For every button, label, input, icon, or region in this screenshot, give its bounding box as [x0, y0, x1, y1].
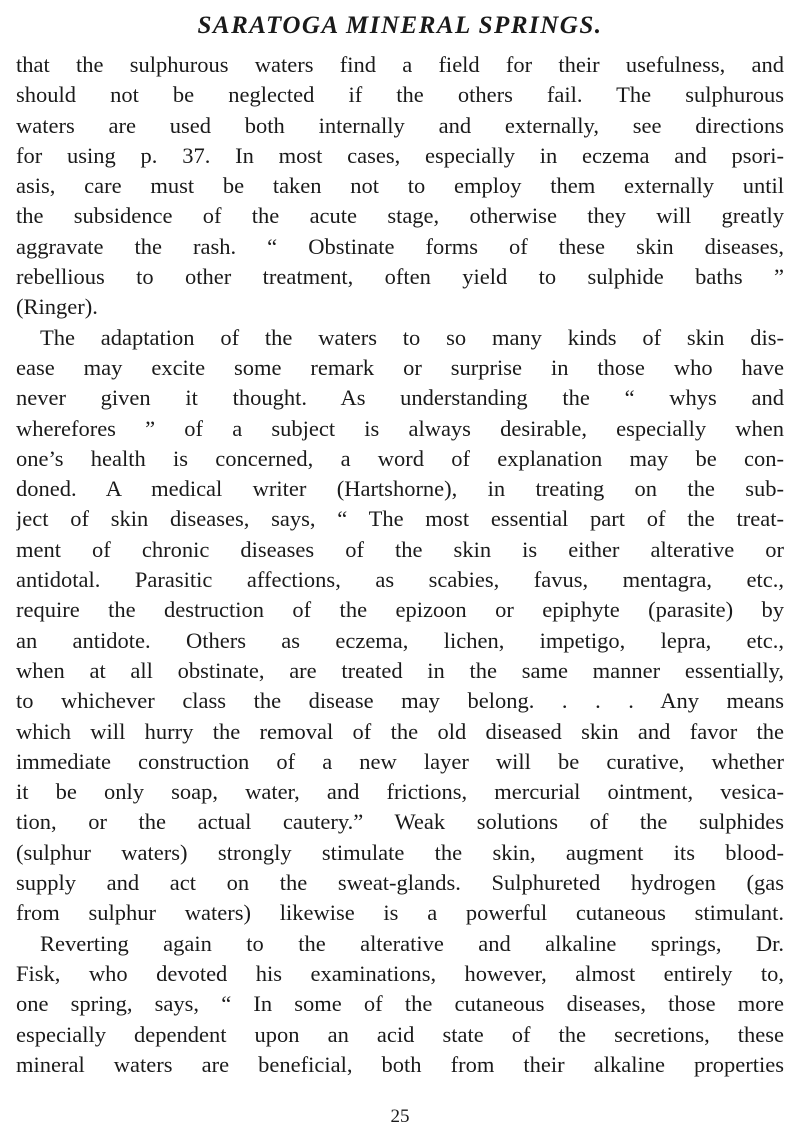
text-line: never given it thought. As understanding the “ whys and [16, 385, 784, 411]
text-line: an antidote. Others as eczema, lichen, impetigo, lepra, etc., [16, 627, 784, 653]
text-line: supply and act on the sweat-glands. Sulphureted hydrogen (gas [16, 870, 784, 896]
text-line: immediate construction of a new layer will be curative, whether [16, 748, 784, 774]
text-line: should not be neglected if the others fail. The sulphurous [16, 82, 784, 108]
text-line: ease may excite some remark or surprise in those who have [16, 354, 784, 380]
running-head: SARATOGA MINERAL SPRINGS. [197, 12, 603, 39]
text-line: from sulphur waters) likewise is a powerful cutaneous stimulant. [16, 900, 784, 926]
text-line: require the destruction of the epizoon or epiphyte (parasite) by [16, 597, 784, 623]
text-line: one’s health is concerned, a word of explanation may be con- [16, 445, 784, 471]
text-line: antidotal. Parasitic affections, as scabies, favus, mentagra, etc., [16, 567, 784, 593]
text-line: which will hurry the removal of the old diseased skin and favor the [16, 718, 784, 744]
text-line: ment of chronic diseases of the skin is either alterative or [16, 536, 784, 562]
text-line: (sulphur waters) strongly stimulate the skin, augment its blood- [16, 839, 784, 865]
text-line: it be only soap, water, and frictions, mercurial ointment, vesica- [16, 779, 784, 805]
page-number: 25 [390, 1106, 410, 1127]
text-line: for using p. 37. In most cases, especially in eczema and psori- [16, 142, 784, 168]
text-line: when at all obstinate, are treated in the same manner essentially, [16, 657, 784, 683]
text-line: the subsidence of the acute stage, otherwise they will greatly [16, 203, 784, 229]
body-text [16, 50, 784, 1080]
text-line: wherefores ” of a subject is always desirable, especially when [16, 415, 784, 441]
text-line: asis, care must be taken not to employ them externally until [16, 173, 784, 199]
text-line: Fisk, who devoted his examinations, however, almost entirely to, [16, 960, 784, 986]
text-line: tion, or the actual cautery.” Weak solutions of the sulphides [16, 809, 784, 835]
text-line: mineral waters are beneficial, both from their alkaline properties [16, 1051, 784, 1077]
text-line: doned. A medical writer (Hartshorne), in treating on the sub- [16, 476, 784, 502]
text-line: aggravate the rash. “ Obstinate forms of these skin diseases, [16, 233, 784, 259]
text-line: rebellious to other treatment, often yield to sulphide baths ” [16, 264, 784, 290]
text-line: waters are used both internally and externally, see directions [16, 112, 784, 138]
text-line: ject of skin diseases, says, “ The most essential part of the treat- [16, 506, 784, 532]
text-line: one spring, says, “ In some of the cutaneous diseases, those more [16, 991, 784, 1017]
text-line: especially dependent upon an acid state of the secretions, these [16, 1021, 784, 1047]
text-line: that the sulphurous waters find a field for their usefulness, and [16, 52, 784, 77]
text-line: to whichever class the disease may belong. . . . Any means [16, 688, 784, 714]
text-line: Reverting again to the alterative and alkaline springs, Dr. [40, 930, 784, 956]
text-line: The adaptation of the waters to so many kinds of skin dis- [40, 324, 784, 350]
text-line: (Ringer). [16, 294, 98, 320]
